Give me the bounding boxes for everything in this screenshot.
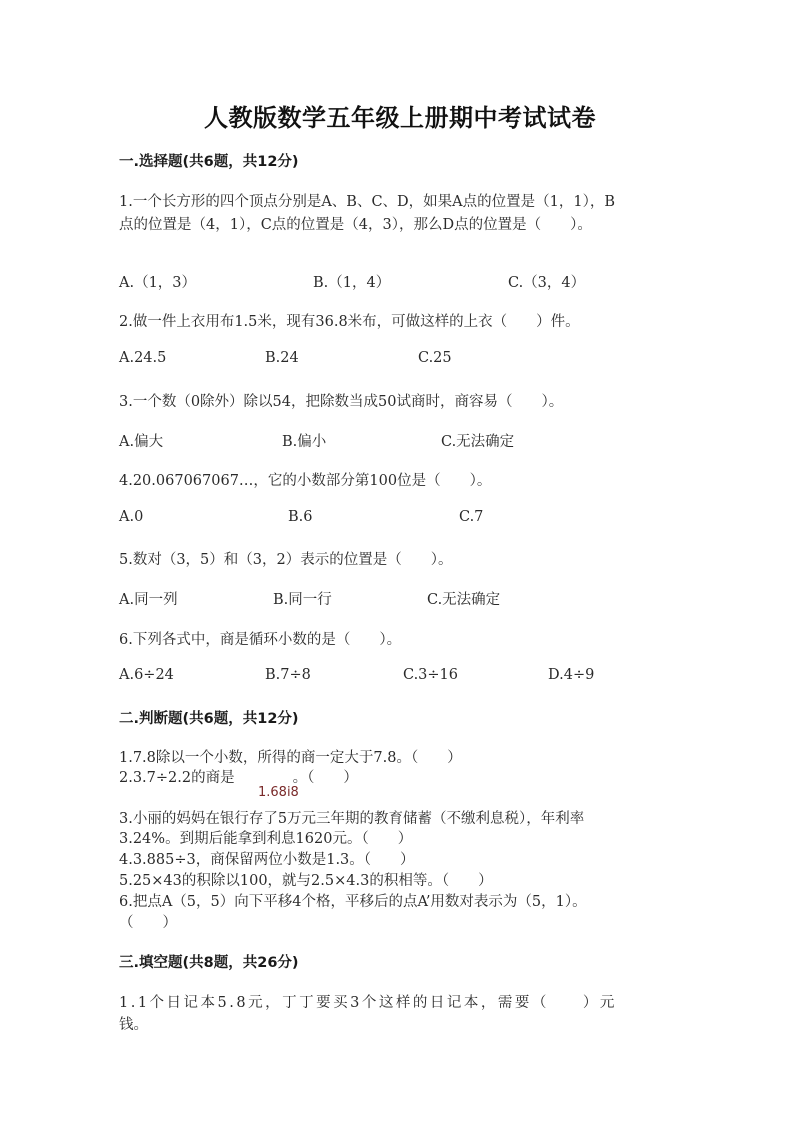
judgment-line: 1.7.8除以一个小数，所得的商一定大于7.8。（ ） xyxy=(119,750,462,766)
option-c[interactable]: C.25 xyxy=(418,350,452,366)
judgment-line: 6.把点A（5，5）向下平移4个格，平移后的点A’用数对表示为（5，1）。 xyxy=(119,894,587,910)
judgment-line: （ ） xyxy=(119,915,177,931)
judgment-line: 4.3.885÷3，商保留两位小数是1.3。（ ） xyxy=(119,852,415,868)
question-text: 3.一个数（0除外）除以54，把除数当成50试商时，商容易（ ）。 xyxy=(119,394,564,410)
option-c[interactable]: C.7 xyxy=(459,509,484,525)
question-text: 1.一个长方形的四个顶点分别是A、B、C、D，如果A点的位置是（1，1），B xyxy=(119,194,616,210)
option-b[interactable]: B.6 xyxy=(288,509,313,525)
fill-line: 钱。 xyxy=(119,1017,148,1033)
option-b[interactable]: B.（1，4） xyxy=(313,275,391,291)
option-a[interactable]: A.同一列 xyxy=(119,592,178,608)
section-heading-judgment: 二.判断题(共6题，共12分) xyxy=(119,711,299,727)
option-b[interactable]: B.7÷8 xyxy=(265,667,311,683)
page-title: 人教版数学五年级上册期中考试试卷 xyxy=(204,104,596,132)
option-a[interactable]: A.6÷24 xyxy=(119,667,174,683)
option-b[interactable]: B.偏小 xyxy=(282,434,327,450)
option-c[interactable]: C.（3，4） xyxy=(508,275,586,291)
option-c[interactable]: C.无法确定 xyxy=(441,434,515,450)
question-text: 5.数对（3，5）和（3，2）表示的位置是（ ）。 xyxy=(119,552,453,568)
fill-line: 1.1个日记本5.8元，丁丁要买3个这样的日记本，需要（ ）元 xyxy=(119,995,617,1011)
judgment-line: 3.24%。到期后能拿到利息1620元。（ ） xyxy=(119,831,413,847)
judgment-line: 2.3.7÷2.2的商是 。（ ） xyxy=(119,770,358,786)
judgment-line: 3.小丽的妈妈在银行存了5万元三年期的教育储蓄（不缴利息税），年利率 xyxy=(119,811,585,827)
question-text: 2.做一件上衣用布1.5米，现有36.8米布，可做这样的上衣（ ）件。 xyxy=(119,314,580,330)
option-a[interactable]: A.24.5 xyxy=(119,350,167,366)
section-heading-fill: 三.填空题(共8题，共26分) xyxy=(119,955,299,971)
option-c[interactable]: C.3÷16 xyxy=(403,667,459,683)
handwritten-answer: 1.68i8 xyxy=(258,785,299,800)
option-b[interactable]: B.24 xyxy=(265,350,299,366)
question-text: 4.20.067067067…，它的小数部分第100位是（ ）。 xyxy=(119,473,492,489)
option-b[interactable]: B.同一行 xyxy=(273,592,332,608)
option-d[interactable]: D.4÷9 xyxy=(548,667,595,683)
option-a[interactable]: A.（1，3） xyxy=(119,275,197,291)
option-a[interactable]: A.0 xyxy=(119,509,144,525)
judgment-line: 5.25×43的积除以100，就与2.5×4.3的积相等。（ ） xyxy=(119,873,493,889)
question-text: 6.下列各式中，商是循环小数的是（ ）。 xyxy=(119,632,402,648)
question-text: 点的位置是（4，1），C点的位置是（4，3），那么D点的位置是（ ）。 xyxy=(119,217,592,233)
section-heading-choice: 一.选择题(共6题，共12分) xyxy=(119,154,299,170)
option-c[interactable]: C.无法确定 xyxy=(427,592,501,608)
option-a[interactable]: A.偏大 xyxy=(119,434,164,450)
